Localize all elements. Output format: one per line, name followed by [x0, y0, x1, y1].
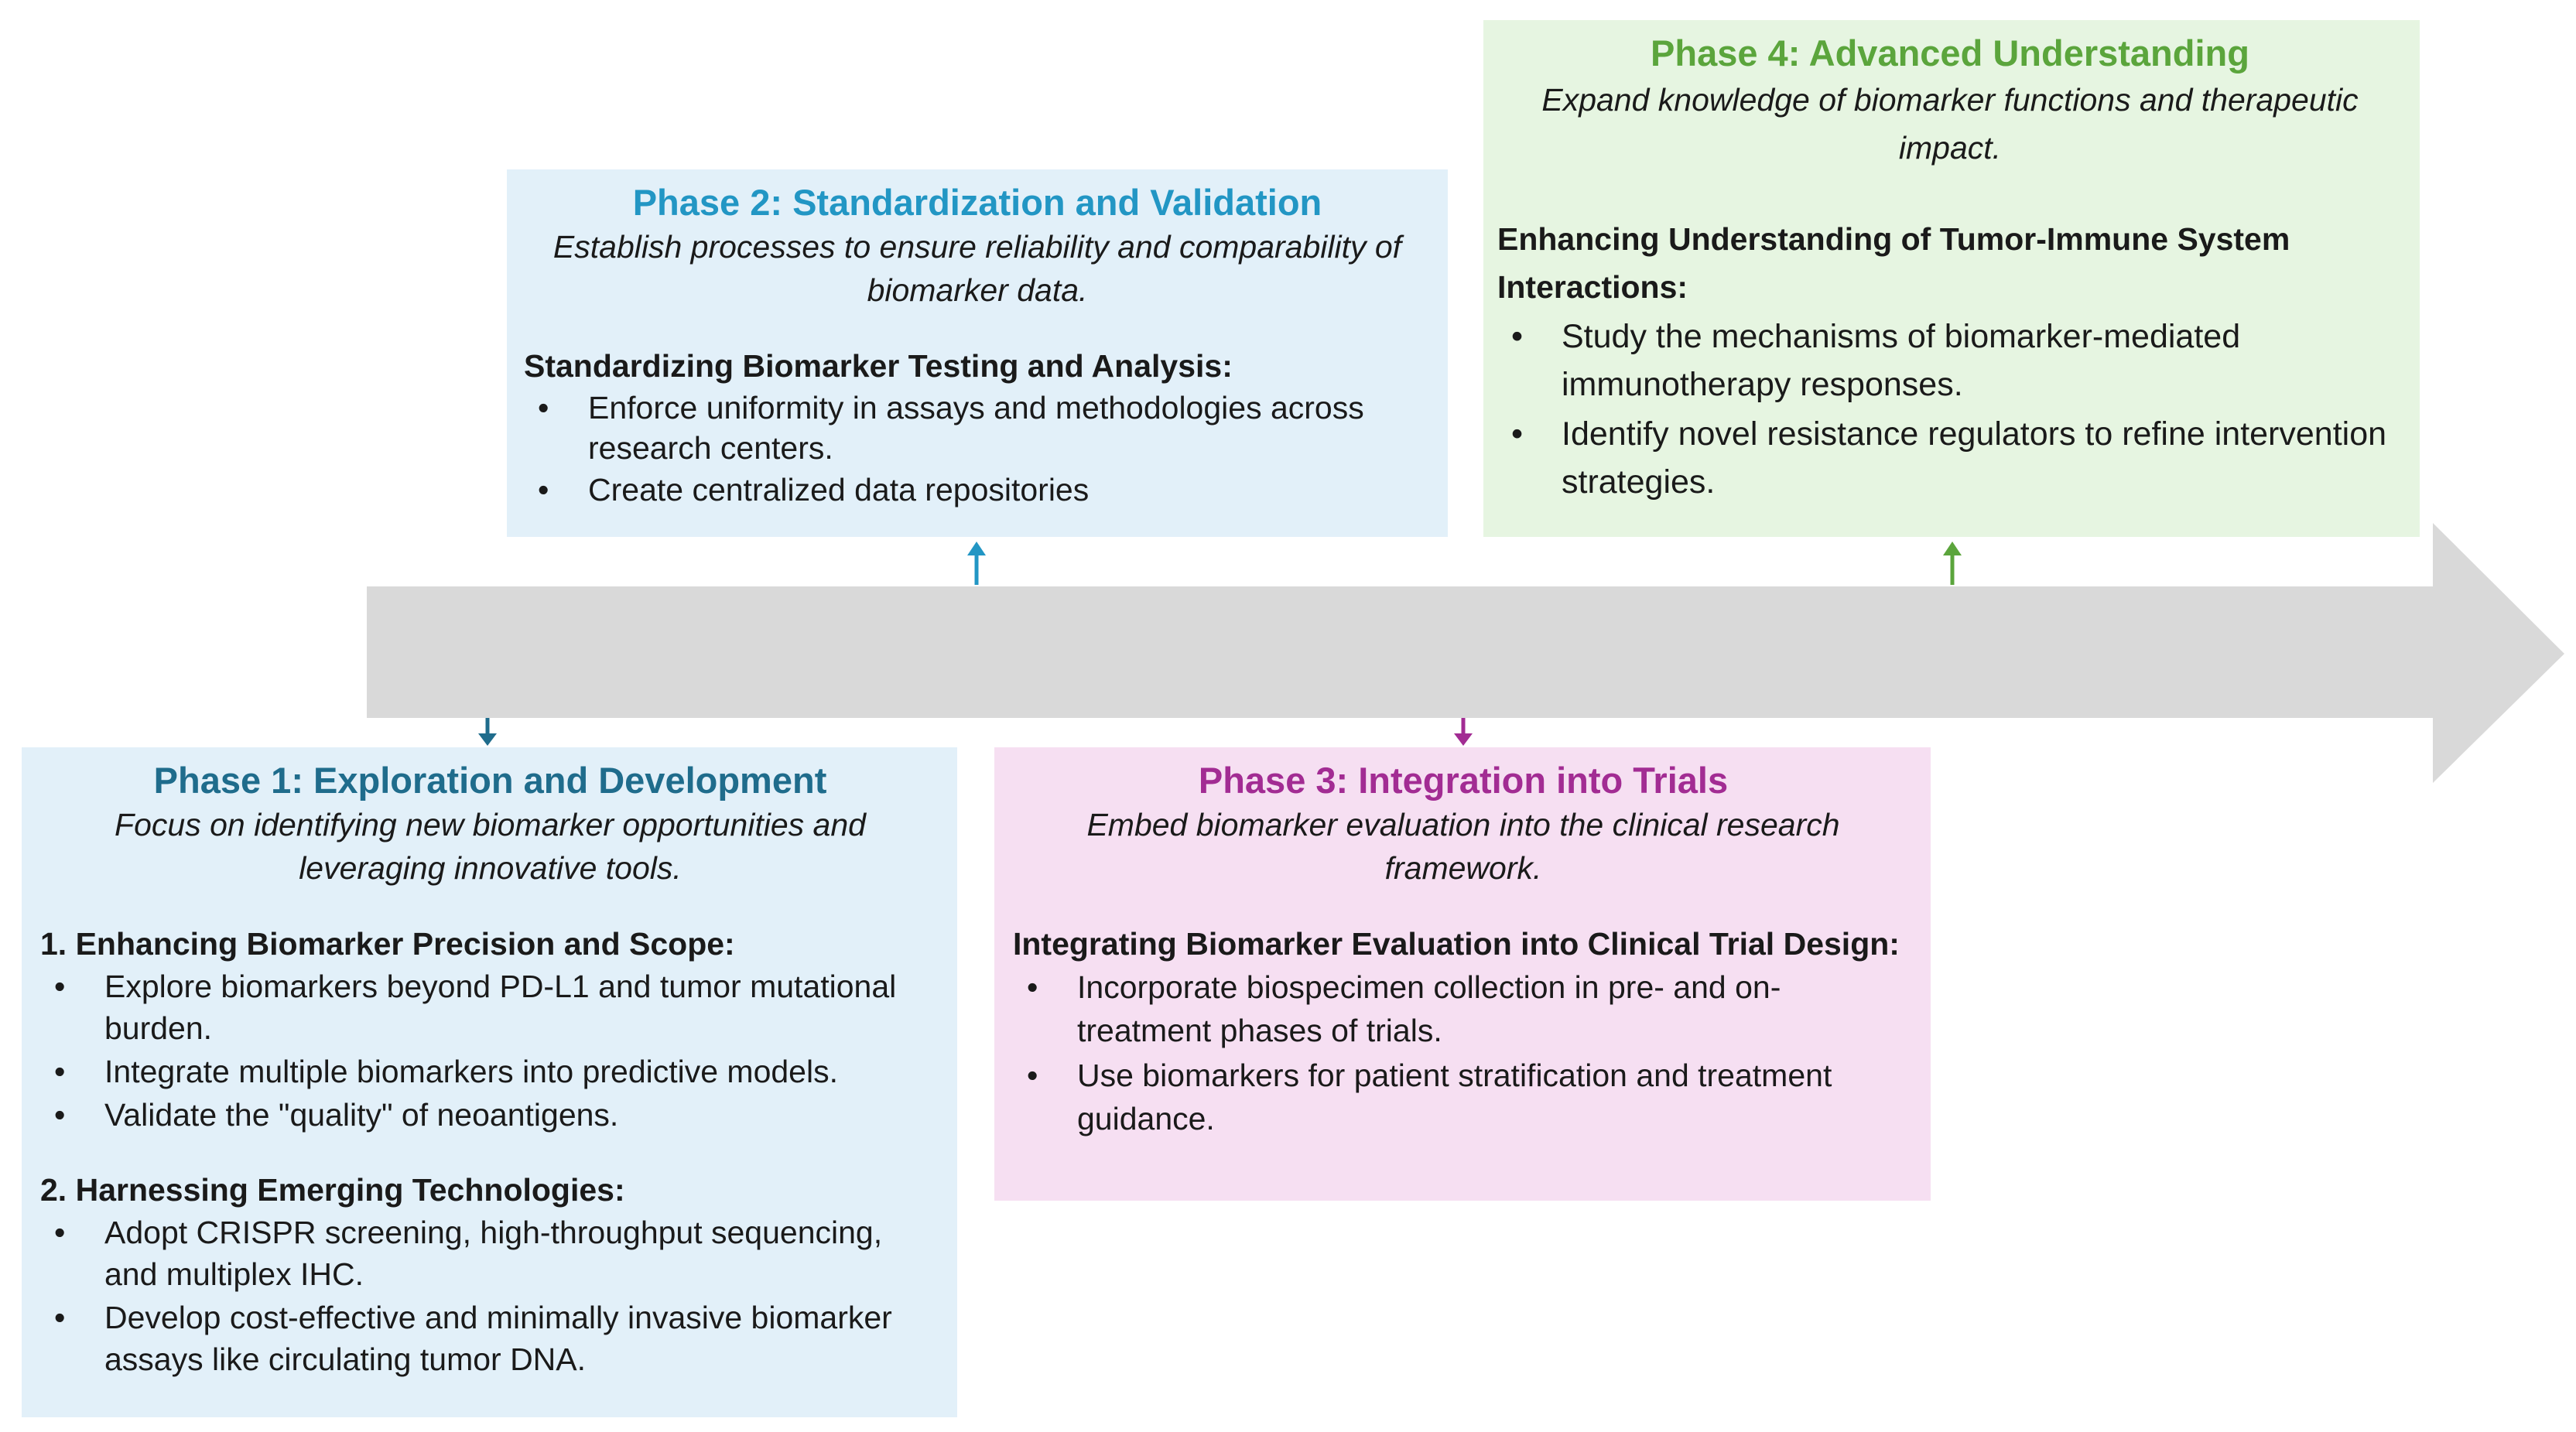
- phase1-section2-heading: 2. Harnessing Emerging Technologies:: [40, 1172, 625, 1208]
- bullet-icon: •: [54, 1097, 66, 1133]
- phase1-box: [22, 747, 957, 1417]
- connector-phase1: [478, 718, 497, 746]
- bullet-icon: •: [538, 472, 549, 508]
- list-item: • Identify novel resistance regulators to refine intervention strategies.: [1497, 410, 2403, 506]
- phase2-box: [507, 169, 1448, 537]
- list-item: • Enforce uniformity in assays and methodologies across research centers.: [524, 388, 1431, 468]
- phase1-subtitle: Focus on identifying new biomarker opportunities and leveraging innovative tools.: [115, 807, 866, 886]
- phase4-title: Phase 4: Advanced Understanding: [1651, 32, 2249, 73]
- bullet-icon: •: [54, 1054, 66, 1089]
- list-item: • Incorporate biospecimen collection in pre- and on-treatment phases of trials.: [1013, 965, 1914, 1052]
- phase2-section-heading: Standardizing Biomarker Testing and Analysis:: [524, 348, 1233, 384]
- list-item: • Create centralized data repositories: [524, 470, 1431, 510]
- timeline-arrow-shape: [367, 523, 2564, 783]
- connector-phase3: [1454, 718, 1473, 746]
- phase1-section1-heading: 1. Enhancing Biomarker Precision and Scope:: [40, 926, 735, 962]
- list-item: • Integrate multiple biomarkers into predictive models.: [40, 1051, 940, 1092]
- phase2-subtitle: Establish processes to ensure reliability and comparability of biomarker data.: [552, 229, 1402, 308]
- bullet-icon: •: [54, 1215, 66, 1250]
- list-item: • Use biomarkers for patient stratification and treatment guidance.: [1013, 1054, 1914, 1140]
- list-item: • Explore biomarkers beyond PD-L1 and tumor mutational burden.: [40, 965, 940, 1049]
- bullet-icon: •: [538, 390, 549, 425]
- phase3-box: [994, 747, 1931, 1201]
- phase4-subtitle: Expand knowledge of biomarker functions and therapeutic impact.: [1541, 82, 2359, 166]
- phase1-title: Phase 1: Exploration and Development: [153, 760, 827, 801]
- bullet-icon: •: [54, 1300, 66, 1335]
- bullet-icon: •: [1511, 318, 1524, 355]
- list-item: • Adopt CRISPR screening, high-throughput sequencing, and multiplex IHC.: [40, 1212, 940, 1295]
- phase2-bullet-list: [524, 388, 1431, 510]
- bullet-icon: •: [1511, 415, 1524, 453]
- bullet-icon: •: [1027, 1058, 1038, 1093]
- phase3-bullet-list: [1013, 965, 1914, 1140]
- connector-phase4: [1943, 542, 1962, 585]
- phase1-section2-bullet-list: [40, 1212, 940, 1380]
- phase4-box: [1483, 20, 2420, 537]
- list-item: • Develop cost-effective and minimally invasive biomarker assays like circulating tumor DNA.: [40, 1297, 940, 1380]
- list-item: • Study the mechanisms of biomarker-mediated immunotherapy responses.: [1497, 313, 2403, 408]
- phase2-title: Phase 2: Standardization and Validation: [632, 182, 1322, 223]
- phase1-section1-bullet-list: [40, 965, 940, 1136]
- bullet-icon: •: [1027, 969, 1038, 1005]
- phase3-section-heading: Integrating Biomarker Evaluation into Clinical Trial Design:: [1013, 926, 1900, 962]
- connector-phase2: [967, 542, 986, 585]
- bullet-icon: •: [54, 969, 66, 1004]
- phase4-section-heading: Enhancing Understanding of Tumor-Immune System Interactions:: [1497, 221, 2290, 305]
- phase3-subtitle: Embed biomarker evaluation into the clinical research framework.: [1086, 807, 1840, 886]
- phase4-bullet-list: [1497, 313, 2403, 506]
- list-item: • Validate the "quality" of neoantigens.: [40, 1094, 940, 1136]
- phase3-title: Phase 3: Integration into Trials: [1198, 760, 1729, 801]
